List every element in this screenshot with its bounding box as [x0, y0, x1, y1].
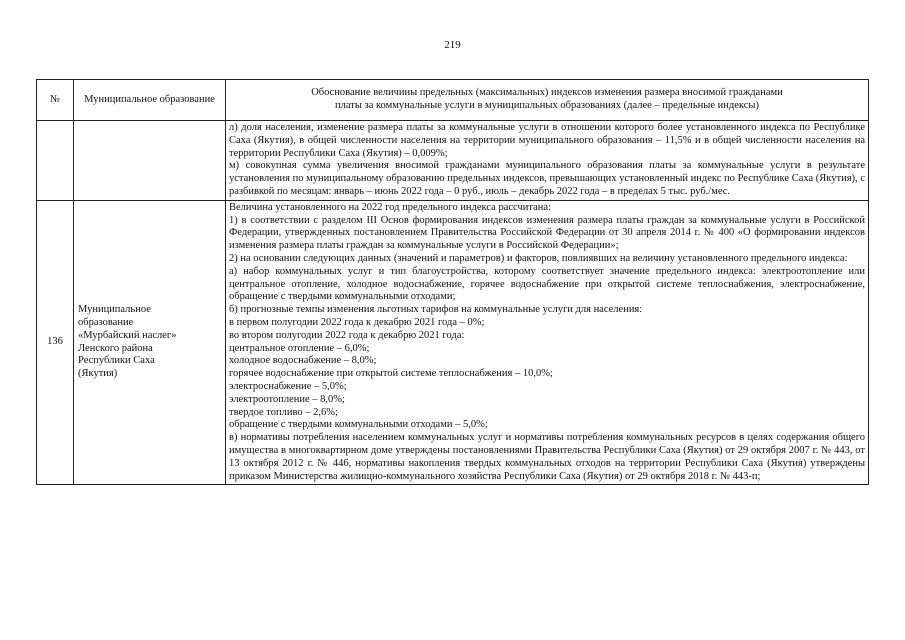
justification-paragraph: во втором полугодии 2022 года к декабрю 2021 года:	[229, 329, 465, 341]
header-justification-line1: Обоснование величины предельных (максимальных) индексов изменения размера вносимой гражданами	[311, 87, 783, 99]
row-number	[37, 121, 74, 201]
header-justification-line2: платы за коммунальные услуги в муниципальных образованиях (далее – предельные индексы)	[335, 100, 759, 111]
justification-paragraph: горячее водоснабжение при открытой системе теплоснабжения – 10,0%;	[229, 368, 553, 380]
justification-paragraph: Величина установленного на 2022 год предельного индекса рассчитана:	[229, 201, 551, 213]
table-header-row	[37, 80, 869, 121]
indices-table	[36, 79, 869, 485]
municipality-cell	[74, 200, 226, 485]
municipality-cell	[74, 121, 226, 201]
justification-paragraph: в) нормативы потребления населением коммунальных услуг и нормативы потребления коммунальных ресурсов в целях содержания общего имущества в многоквартирном доме утверждены постановлениями Правительства Республики Саха (Якутия) от 29 октября 2007 г. № 443, от 13 октября 2012 г. № 446, нормативы накопления твердых коммунальных отходов на территории Республики Саха (Якутия) утверждены приказом Министерства жилищно-коммунального хозяйства Республики Саха (Якутия) от 29 октября 2018 г. № 443-п;	[229, 432, 865, 482]
justification-paragraph: электроснабжение – 5,0%;	[229, 380, 347, 392]
municipality-name: Муниципальное образование «Мурбайский наслег» Ленского района Республики Саха (Якутия)	[78, 304, 177, 380]
justification-paragraph: обращение с твердыми коммунальными отходами – 5,0%;	[229, 419, 488, 431]
justification-paragraph: л) доля населения, изменение размера платы за коммунальные услуги в отношении которого более установленного индекса по Республике Саха (Якутия), в общей численности населения на территории муниципального образования – 11,5% и в общей численности населения на территории Республики Саха (Якутия) – 0,009%;	[229, 122, 865, 159]
justification-paragraph: холодное водоснабжение – 8,0%;	[229, 355, 377, 367]
page-number: 219	[444, 39, 461, 51]
justification-paragraph: центральное отопление – 6,0%;	[229, 342, 370, 354]
row-number: 136	[37, 200, 74, 485]
justification-paragraph: б) прогнозные темпы изменения льготных тарифов на коммунальные услуги для населения:	[229, 304, 643, 316]
justification-paragraph: твердое топливо – 2,6%;	[229, 406, 338, 418]
justification-paragraph: 1) в соответствии с разделом III Основ формирования индексов изменения размера платы граждан за коммунальные услуги в Российской Федерации, утвержденных постановлением Правительства Российской Федерации от 30 апреля 2014 г. № 400 «О формировании индексов изменения размера платы граждан за коммунальные услуги в Российской Федерации»;	[229, 214, 865, 252]
justification-paragraph: электроотопление – 8,0%;	[229, 393, 345, 405]
table-row	[37, 121, 869, 201]
header-justification	[226, 80, 869, 121]
table-row	[37, 200, 869, 485]
header-num: №	[37, 80, 74, 121]
header-municipality: Муниципальное образование	[74, 80, 226, 121]
justification-paragraph: 2) на основании следующих данных (значений и параметров) и факторов, повлиявших на величину установленного предельного индекса:	[229, 252, 848, 264]
justification-cell	[226, 121, 869, 201]
justification-paragraph: м) совокупная сумма увеличения вносимой гражданами муниципального образования платы за коммунальные услуги в результате установления по муниципальному образованию предельных индексов, превышающих установленный индекс по Республике Саха (Якутия), с разбивкой по месяцам: январь – июнь 2022 года – 0 руб., июль – декабрь 2022 года – в пределах 5 тыс. руб./мес.	[229, 160, 865, 197]
justification-cell	[226, 200, 869, 485]
justification-paragraph: а) набор коммунальных услуг и тип благоустройства, которому соответствует значение предельного индекса: электроотопление или центральное отопление, холодное водоснабжение, горячее водоснабжение при открытой системе теплоснабжения, электроснабжение, обращение с твердыми коммунальными отходами;	[229, 265, 865, 303]
justification-paragraph: в первом полугодии 2022 года к декабрю 2021 года – 0%;	[229, 316, 485, 328]
